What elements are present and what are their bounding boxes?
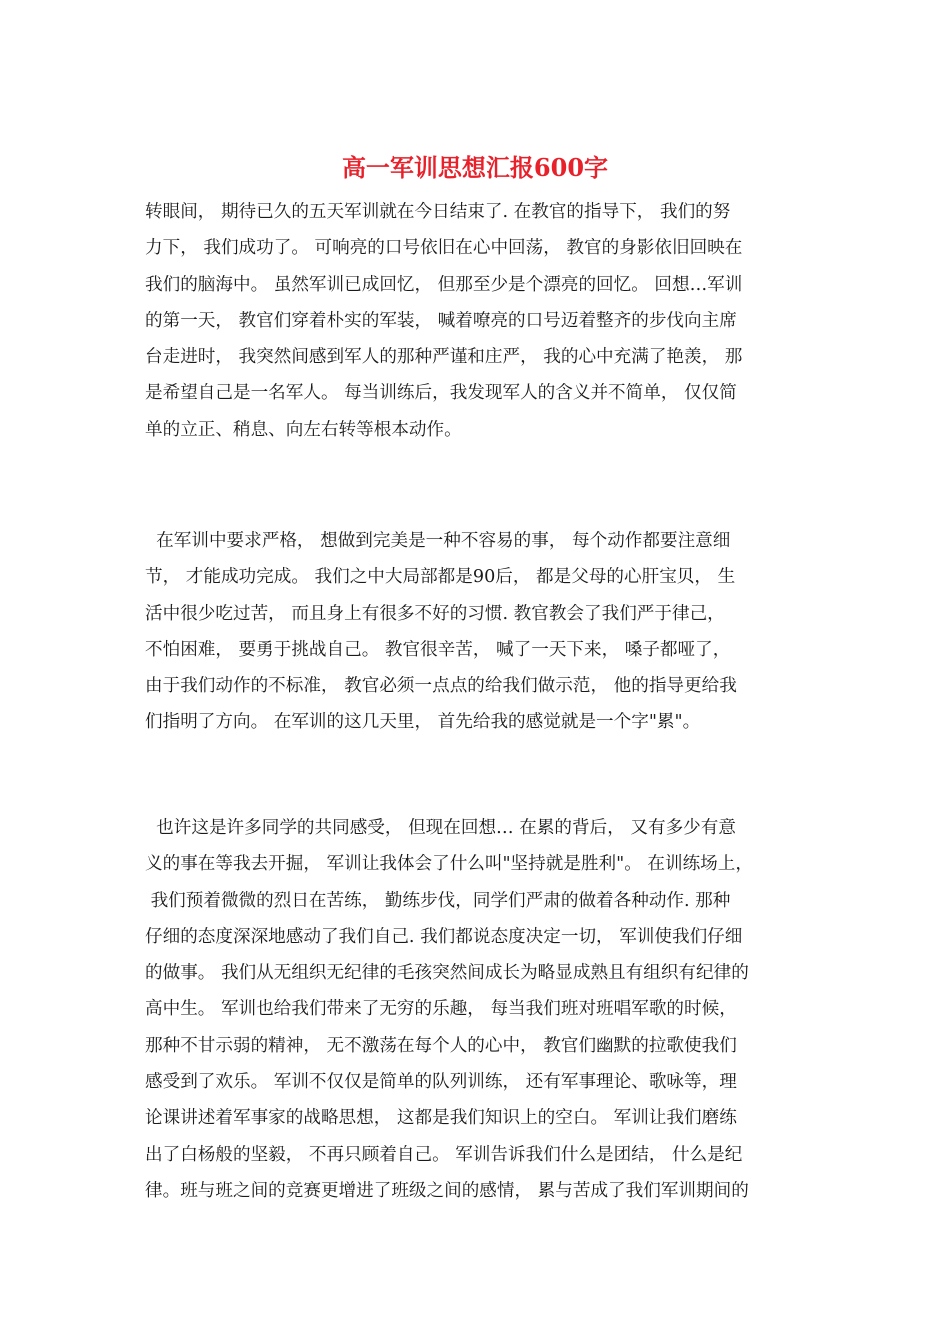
text-line: 义的事在等我去开掘， 军训让我体会了什么叫"坚持就是胜利"。 在训练场上， — [145, 854, 753, 875]
text-line: 不怕困难， 要勇于挑战自己。 教官很辛苦， 喊了一天下来， 嗓子都哑了， — [145, 639, 731, 660]
paragraph-1 — [145, 194, 809, 448]
text-line: 们指明了方向。 在军训的这几天里， 首先给我的感觉就是一个字"累"。 — [145, 712, 701, 733]
text-line: 出了白杨般的坚毅， 不再只顾着自己。 军训告诉我们什么是团结， 什么是纪 — [145, 1144, 743, 1165]
text-line: 节， 才能成功完成。 我们之中大局部都是90后， 都是父母的心肝宝贝， 生 — [145, 567, 736, 588]
text-line: 活中很少吃过苦， 而且身上有很多不好的习惯. 教官教会了我们严于律己， — [145, 603, 725, 624]
text-line: 的做事。 我们从无组织无纪律的毛孩突然间成长为略显成熟且有组织有纪律的 — [145, 963, 749, 984]
text-line: 由于我们动作的不标准， 教官必须一点点的给我们做示范， 他的指导更给我 — [145, 676, 737, 697]
text-line: 我们预着微微的烈日在苦练， 勤练步伐，同学们严肃的做着各种动作. 那种 — [145, 890, 731, 911]
text-line: 论课讲述着军事家的战略思想， 这都是我们知识上的空白。 军训让我们磨练 — [145, 1108, 737, 1129]
text-line: 是希望自己是一名军人。 每当训练后，我发现军人的含义并不简单， 仅仅简 — [145, 383, 737, 404]
text-line: 转眼间， 期待已久的五天军训就在今日结束了. 在教官的指导下， 我们的努 — [145, 202, 731, 222]
text-line: 单的立正、稍息、向左右转等根本动作。 — [145, 419, 462, 440]
paragraph-2 — [145, 523, 809, 741]
text-line: 力下， 我们成功了。 可响亮的口号依旧在心中回荡， 教官的身影依旧回映在 — [145, 238, 743, 259]
text-line: 我们的脑海中。 虽然军训已成回忆， 但那至少是个漂亮的回忆。 回想…军训 — [145, 274, 743, 295]
text-line: 在军训中要求严格， 想做到完美是一种不容易的事， 每个动作都要注意细 — [145, 531, 731, 551]
text-line: 台走进时， 我突然间感到军人的那种严谨和庄严， 我的心中充满了艳羡， 那 — [145, 347, 743, 368]
text-line: 律。班与班之间的竞赛更增进了班级之间的感情， 累与苦成了我们军训期间的 — [145, 1180, 749, 1201]
text-line: 仔细的态度深深地感动了我们自己. 我们都说态度决定一切， 军训使我们仔细 — [145, 926, 743, 947]
text-line: 感受到了欢乐。 军训不仅仅是简单的队列训练， 还有军事理论、歌咏等，理 — [145, 1072, 737, 1093]
text-line: 那种不甘示弱的精神， 无不激荡在每个人的心中， 教官们幽默的拉歌使我们 — [145, 1035, 737, 1056]
paragraph-3 — [145, 810, 809, 1209]
document-title: 高一军训思想汇报600字 — [341, 153, 609, 182]
text-line: 的第一天， 教官们穿着朴实的军装， 喊着嘹亮的口号迈着整齐的步伐向主席 — [145, 310, 737, 331]
text-line: 高中生。 军训也给我们带来了无穷的乐趣， 每当我们班对班唱军歌的时候， — [145, 999, 737, 1020]
text-line: 也许这是许多同学的共同感受， 但现在回想… 在累的背后， 又有多少有意 — [145, 818, 736, 838]
